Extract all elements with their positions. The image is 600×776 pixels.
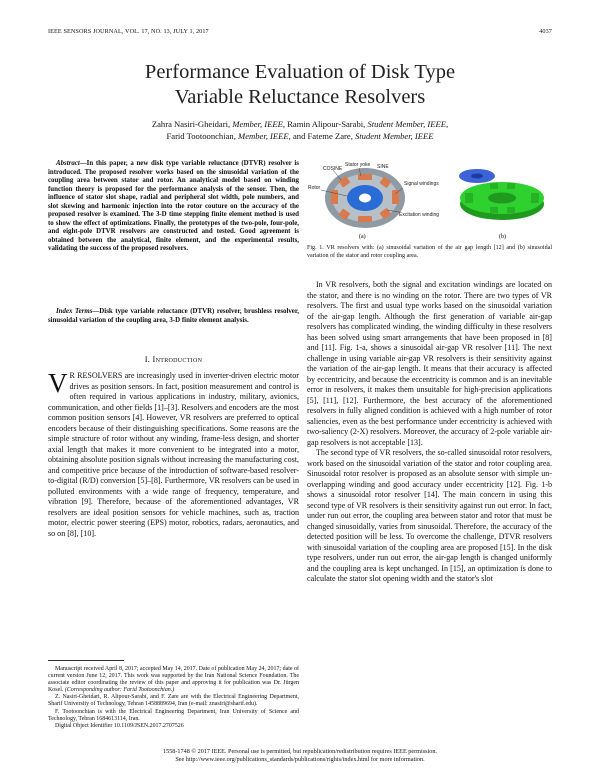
introduction-body: R RESOLVERS are increasingly used in inverter-driven electric motor drives as position sensors. In fact, position measurement and control is often required in various applications in industry, military, avionics, communication, and other fields [1]–[3]. Resolvers and encoders are the most common position sensors [4]. However, VR resolvers are preferred to optical encoders because of their distinguishing specifications. Some reasons are the simple structure of rotor without any winding, frame-less design, and shorter axial length that makes it more convenient to be integrated into a motor, obtaining absolute position signals without increasing the manufacturing cost, and competitive price because of the introduction of software-based resolver-to-digital (R/D) conversion [5]–[8]. Furthermore, VR resolvers can be used in polluted environments with a wide range of frequency, temperature, and vibration [9]. Therefore, because of the aforementioned advantages, VR resolvers are ideal position sensors for vehicle machines, such as, traction motor, electric power steering (EPS) motor, robotics, radars, aeronautics, and so on [8], [10]. <box>48 371 299 538</box>
footnote-manuscript-text: Manuscript received April 8, 2017; accepted May 14, 2017. Date of publication May 24, 2017; date of current version June 12, 2017. This work was supported by the Iran National Science Foundation. The associate editor coordinating the review of this paper and approving it for publication was Dr. Jürgen Kosel. <box>48 666 299 694</box>
label-rotor: Rotor <box>308 185 321 191</box>
index-terms-text: —Disk type variable reluctance (DTVR) resolver, brushless resolver, sinusoidal variation of the coupling area, 3-D finite element analysis. <box>48 308 300 324</box>
section-heading <box>48 355 299 364</box>
section-number: I. <box>144 355 151 364</box>
footnote <box>48 666 299 730</box>
abstract-label: Abstract <box>56 160 80 167</box>
section-title: Introduction <box>152 355 203 364</box>
title-line-2: Variable Reluctance Resolvers <box>174 86 426 108</box>
title-line-1: Performance Evaluation of Disk Type <box>144 61 456 83</box>
footnote-manuscript <box>48 666 299 694</box>
author-role: Member, IEEE, <box>238 131 291 141</box>
index-terms <box>48 308 299 325</box>
index-terms-label: Index Terms <box>56 308 93 315</box>
label-signal-windings: Signal windings <box>404 181 439 187</box>
paragraph-vr-types: In VR resolvers, both the signal and excitation windings are located on the stator, and there is no winding on the rotor. There are two types of VR resolvers. The first and usual type works based on the sinusoidal variation of the air-gap length. Although the first generation of variable air-gap resolvers has complicated winding, the winding difficulty in these resolvers has been solved using smart arrangements that have been proposed in [8] and [11]. Fig. 1-a, shows a sinusoidal air-gap VR resolver [11]. The next challenge in using variable air-gap VR resolvers is their sensitivity against the variation of the air-gap length. It means that their accuracy is affected by eccentricity, and because the eccentricity is common and is an inevitable error in resolvers, it makes them unsuitable for high-precision applications [5], [11], [12]. Furthermore, the best accuracy of the aforementioned resolvers in fully aligned condition is achieved with a high number of rotor saliencies, even as the best performance under eccentricity is achieved with two-saliency (2-X) resolvers. Moreover, the accuracy of 2-pole variable air-gap resolvers is not acceptable [13]. <box>307 280 552 447</box>
paper-title <box>0 60 600 110</box>
author-line-1 <box>0 118 600 130</box>
copyright-line-1: 1558-1748 © 2017 IEEE. Personal use is permitted, but republication/redistribution requires IEEE permission. <box>163 748 437 755</box>
introduction-text <box>48 368 299 539</box>
figure-caption: Fig. 1. VR resolvers with: (a) sinusoidal variation of the air gap length [12] and (b) sinusoidal variation of the stator and rotor coupling area. <box>307 245 552 260</box>
author-role: Student Member, IEEE <box>355 131 434 141</box>
author-role: Member, IEEE, <box>232 119 286 129</box>
figure-label-a: (a) <box>359 234 366 240</box>
paragraph-second-type: The second type of VR resolvers, the so-called sinusoidal rotor resolvers, work based on the sinusoidal variation of the stator and rotor coupling area. Sinusoidal rotor resolver is proposed as an absolute sensor with simple un-overlapping winding and good accuracy under eccentricity [12]. Fig. 1-b shows a sinusoidal rotor resolver [14]. The main concern in using this second type of VR resolvers is their sensitivity against run out error. In fact, under run out error, the coupling area between stator and rotor that must be changed sinusoidally, varies from sinusoidal. Therefore, the accuracy of the detected position will be less. To overcome the challenge, DTVR resolvers with sinusoidal variation of the coupling area are proposed [15]. In the disk type resolvers, under run out error, the air-gap length is changed uniformly and the coupling area is kept unchanged. In [15], an optimization is done to calculate the stator slot opening width and the stator's slot <box>307 448 552 583</box>
label-sine: SINE <box>377 164 389 170</box>
footnote-doi: Digital Object Identifier 10.1109/JSEN.2017.2707526 <box>55 722 184 729</box>
figure-label-b: (b) <box>499 234 506 240</box>
copyright-notice <box>0 748 600 764</box>
page-number: 4037 <box>539 28 552 35</box>
author-name: Farid Tootoonchian, <box>166 131 236 141</box>
author-name: Ramin Alipour-Sarabi, <box>287 119 366 129</box>
label-stator-yoke: Stator yoke <box>345 162 371 168</box>
disk-bore <box>488 193 516 204</box>
abstract-text: —In this paper, a new disk type variable reluctance (DTVR) resolver is introduced. The proposed resolver works based on the sinusoidal variation of the coupling area between stator and rotor. An analytical model based on winding function theory is proposed for the performance analysis of the sensor. Then, the influence of stator slot shape, radial and peripheral slot width, pole numbers, and slot skewing and harmonic injection into the rotor couture on the accuracy of the proposed resolver is examined. The 3-D time stepping finite element method is used to show the effect of optimizations. Finally, the prototypes of the two-pole, four-pole, and eight-pole DTVR resolvers are constructed and tested. Good agreement is obtained between the analytical, finite element, and the experimental results, validating the success of the proposed resolvers. <box>48 160 299 253</box>
copyright-line-2: See http://www.ieee.org/publications_standards/publications/rights/index.html for more information. <box>175 756 425 764</box>
running-header-journal: IEEE SENSORS JOURNAL, VOL. 17, NO. 13, JULY 1, 2017 <box>48 28 209 35</box>
right-column-text <box>307 280 552 585</box>
author-list <box>0 118 600 142</box>
author-name: Zahra Nasiri-Gheidari, <box>151 119 231 129</box>
rotor-disk-hub <box>471 174 483 179</box>
figure-1b-disk-resolver <box>459 169 544 240</box>
footnote-affiliation-2: F. Tootoonchian is with the Electrical Engineering Department, Iran University of Science and Technology, Tehran 1684613114, Iran. <box>48 708 299 722</box>
label-excitation: Excitation winding <box>399 212 440 218</box>
author-line-2 <box>0 130 600 142</box>
label-cosine: COSINE <box>323 166 343 172</box>
author-role: Student Member, IEEE, <box>367 119 449 129</box>
drop-cap: V <box>48 368 68 398</box>
corresponding-author: (Corresponding author: Farid Tootoonchian.) <box>64 687 175 694</box>
footnote-rule <box>48 660 124 661</box>
footnote-affiliation-1: Z. Nasiri-Gheidari, R. Alipour-Sarabi, and F. Zare are with the Electrical Engineering Department, Sharif University of Technology, Tehran 1458889694, Iran (e-mail: znasiri@sharif.edu). <box>48 694 299 708</box>
author-name: and Fateme Zare, <box>292 131 353 141</box>
figure-1a-resolver <box>308 162 439 240</box>
rotor-shaft <box>359 194 371 203</box>
figure-1 <box>307 160 552 240</box>
abstract <box>48 160 299 254</box>
